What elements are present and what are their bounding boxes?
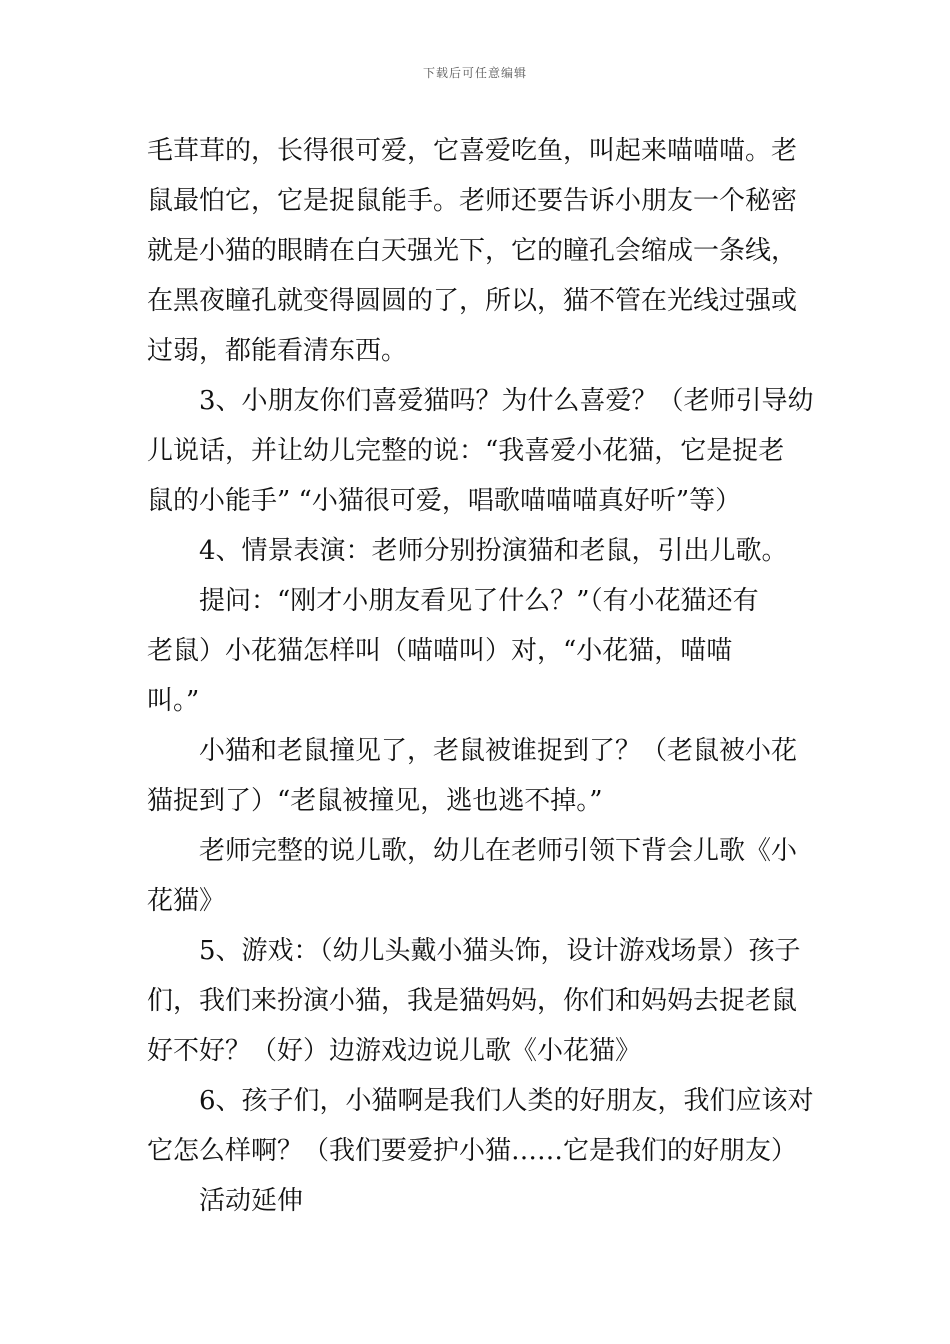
text-line: 在黑夜瞳孔就变得圆圆的了，所以，猫不管在光线过强或	[147, 286, 798, 316]
text-line: 花猫》	[147, 886, 226, 916]
text-line: 活动延伸	[199, 1186, 304, 1216]
text-line: 鼠最怕它，它是捉鼠能手。老师还要告诉小朋友一个秘密	[147, 186, 798, 216]
text-line: 儿说话，并让幼儿完整的说：“我喜爱小花猫，它是捉老	[147, 436, 785, 466]
text-line: 小猫和老鼠撞见了，老鼠被谁捉到了？（老鼠被小花	[199, 736, 798, 766]
text-line: 毛茸茸的，长得很可爱，它喜爱吃鱼，叫起来喵喵喵。老	[147, 136, 798, 166]
text-line: 好不好？（好）边游戏边说儿歌《小花猫》	[147, 1036, 642, 1066]
text-line: 老师完整的说儿歌，幼儿在老师引领下背会儿歌《小	[199, 836, 798, 866]
text-line: 猫捉到了）“老鼠被撞见，逃也逃不掉。”	[147, 786, 603, 816]
text-line: 鼠的小能手” “小猫很可爱，唱歌喵喵喵真好听”等）	[147, 486, 742, 516]
text-line: 它怎么样啊？（我们要爱护小猫……它是我们的好朋友）	[147, 1136, 798, 1166]
text-line: 就是小猫的眼睛在白天强光下，它的瞳孔会缩成一条线，	[147, 236, 798, 266]
text-line: 叫。”	[147, 686, 200, 716]
text-line: 老鼠）小花猫怎样叫（喵喵叫）对，“小花猫，喵喵	[147, 636, 733, 666]
text-line: 过弱，都能看清东西。	[147, 336, 408, 366]
text-line: 提问：“刚才小朋友看见了什么？”（有小花猫还有	[199, 586, 759, 616]
document-body	[147, 126, 814, 1226]
page-header: 下载后可任意编辑	[422, 66, 527, 80]
text-line: 4、情景表演：老师分别扮演猫和老鼠，引出儿歌。	[199, 536, 788, 566]
text-line: 6、孩子们，小猫啊是我们人类的好朋友，我们应该对	[199, 1086, 814, 1116]
text-line: 3、小朋友你们喜爱猫吗？为什么喜爱？（老师引导幼	[199, 386, 814, 416]
text-line: 们，我们来扮演小猫，我是猫妈妈，你们和妈妈去捉老鼠	[147, 986, 798, 1016]
text-line: 5、游戏：（幼儿头戴小猫头饰，设计游戏场景）孩子	[199, 936, 801, 966]
